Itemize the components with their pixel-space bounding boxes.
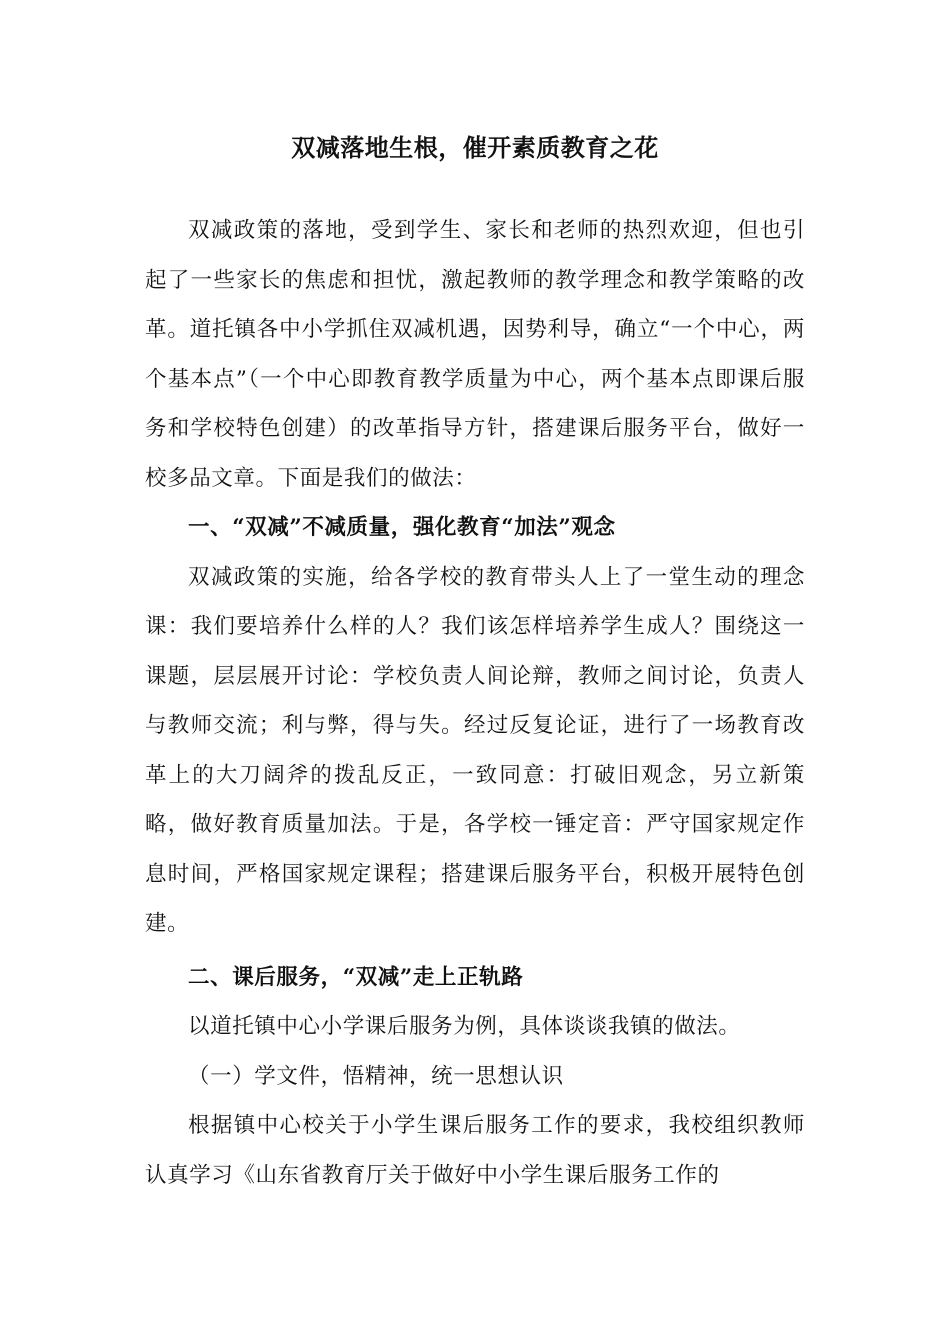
- section-1-paragraph: 双减政策的实施，给各学校的教育带头人上了一堂生动的理念课：我们要培养什么样的人？我们该怎样培养学生成人？围绕这一课题，层层展开讨论：学校负责人间论辩，教师之间讨论，负责人与教师交流；利与弊，得与失。经过反复论证，进行了一场教育改革上的大刀阔斧的拨乱反正，一致同意：打破旧观念，另立新策略，做好教育质量加法。于是，各学校一锤定音：严守国家规定作息时间，严格国家规定课程；搭建课后服务平台，积极开展特色创建。: [145, 564, 805, 936]
- document-title: 双减落地生根，催开素质教育之花: [291, 133, 659, 162]
- subsection-1-paragraph: 根据镇中心校关于小学生课后服务工作的要求，我校组织教师认真学习《山东省教育厅关于做好中小学生课后服务工作的: [145, 1113, 805, 1188]
- subsection-heading-1: （一）学文件，悟精神，统一思想认识: [188, 1063, 564, 1089]
- section-2-intro-paragraph: 以道托镇中心小学课后服务为例，具体谈谈我镇的做法。: [188, 1014, 741, 1039]
- section-heading-1: 一、“双减”不减质量，强化教育“加法”观念: [188, 515, 616, 540]
- document-page: [145, 128, 805, 1200]
- intro-paragraph: 双减政策的落地，受到学生、家长和老师的热烈欢迎，但也引起了一些家长的焦虑和担忧，激起教师的教学理念和教学策略的改革。道托镇各中小学抓住双减机遇，因势利导，确立“一个中心，两个基本点”（一个中心即教育教学质量为中心，两个基本点即课后服务和学校特色创建）的改革指导方针，搭建课后服务平台，做好一校多品文章。下面是我们的做法：: [145, 218, 805, 491]
- section-heading-2: 二、课后服务，“双减”走上正轨路: [188, 964, 524, 990]
